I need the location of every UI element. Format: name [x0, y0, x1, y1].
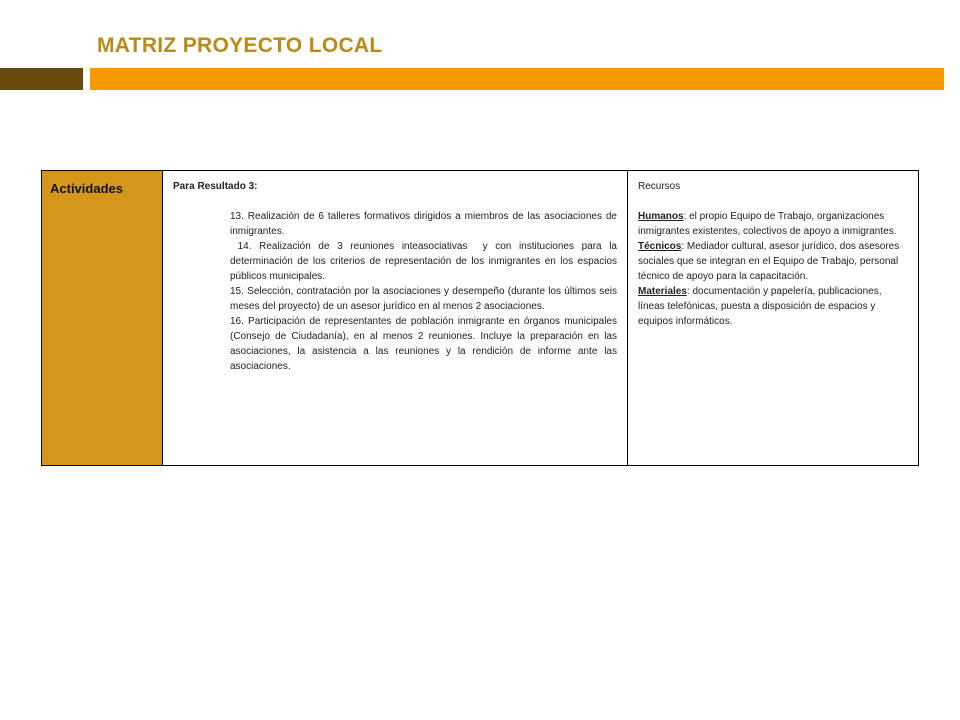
- resource-technical: [638, 239, 908, 284]
- result-heading: Para Resultado 3:: [173, 181, 258, 192]
- table-row: [42, 171, 919, 466]
- list-item: 16. Participación de representantes de población inmigrante en órganos municipales (Consejo de Ciudadanía), en al menos 2 reuniones. Incluye la preparación en las asociaciones, la asistencia a las reuniones y la rendición de informe ante las asociaciones.: [230, 316, 617, 372]
- resource-label: Técnicos: [638, 241, 682, 252]
- resources-heading: Recursos: [638, 181, 681, 192]
- resource-text: : documentación y papelería, publicaciones, líneas telefónicas, puesta a disposición de espacios y equipos informáticos.: [638, 286, 882, 327]
- page-title: MATRIZ PROYECTO LOCAL: [97, 34, 383, 57]
- project-matrix-table: [41, 170, 919, 466]
- resource-text: : el propio Equipo de Trabajo, organizaciones inmigrantes existentes, colectivos de apoyo a inmigrantes.: [638, 211, 897, 237]
- activities-label-cell: [42, 171, 163, 466]
- header-bar-orange: [90, 68, 944, 90]
- resource-human: [638, 209, 908, 239]
- resources-cell: [628, 171, 919, 466]
- row-label: Actividades: [50, 181, 123, 196]
- list-item: 14. Realización de 3 reuniones inteasociativas y con instituciones para la determinación de los criterios de representación de los inmigrantes en los espacios públicos municipales.: [230, 241, 620, 282]
- header-bar-dark: [0, 68, 83, 90]
- activities-list: [173, 209, 620, 374]
- activities-cell: [163, 171, 628, 466]
- resource-label: Humanos: [638, 211, 684, 222]
- resource-label: Materiales: [638, 286, 687, 297]
- resource-materials: [638, 284, 908, 329]
- resource-text: : Mediador cultural, asesor jurídico, dos asesores sociales que se integran en el Equipo de Trabajo, personal técnico de apoyo para la capacitación.: [638, 241, 900, 282]
- list-item: 13. Realización de 6 talleres formativos dirigidos a miembros de las asociaciones de inmigrantes.: [230, 211, 617, 237]
- list-item: 15. Selección, contratación por la asociaciones y desempeño (durante los últimos seis meses del proyecto) de un asesor jurídico en al menos 2 asociaciones.: [230, 286, 617, 312]
